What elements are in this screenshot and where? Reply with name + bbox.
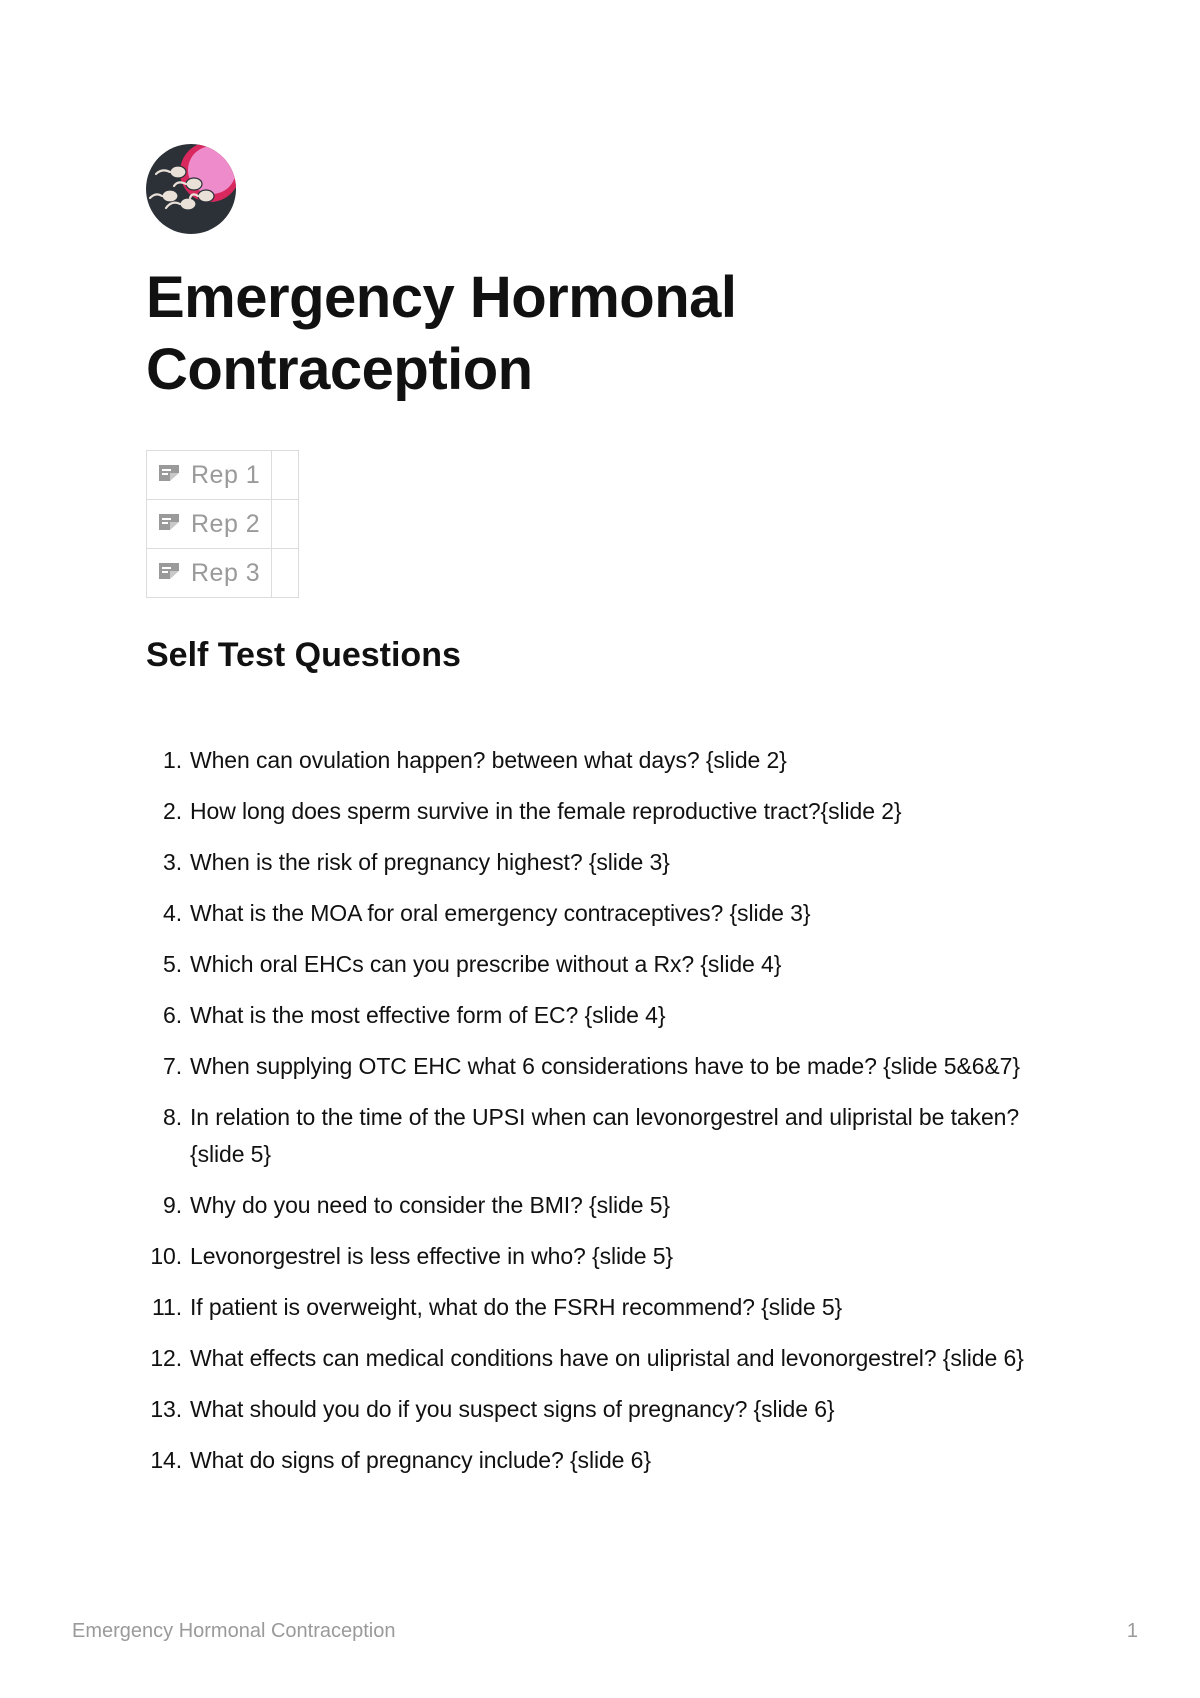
question-number: 12. bbox=[150, 1345, 182, 1371]
question-number: 6. bbox=[163, 1002, 182, 1028]
question-number: 4. bbox=[163, 900, 182, 926]
question-item bbox=[146, 1442, 1066, 1479]
question-number: 8. bbox=[163, 1104, 182, 1130]
question-item bbox=[146, 1391, 1066, 1428]
question-text: If patient is overweight, what do the FSRH recommend? {slide 5} bbox=[190, 1294, 843, 1320]
linked-page-cell[interactable] bbox=[147, 451, 272, 500]
question-number: 7. bbox=[163, 1053, 182, 1079]
question-item bbox=[146, 793, 1066, 830]
question-text: When supplying OTC EHC what 6 considerations have to be made? {slide 5&6&7} bbox=[190, 1053, 1020, 1079]
question-number: 1. bbox=[163, 747, 182, 773]
linked-page-cell[interactable] bbox=[147, 500, 272, 549]
linked-page-label[interactable]: Rep 3 bbox=[191, 558, 261, 587]
sperm-egg-icon bbox=[146, 144, 236, 234]
empty-cell bbox=[272, 451, 299, 500]
question-number: 13. bbox=[150, 1396, 182, 1422]
linked-page[interactable] bbox=[159, 559, 271, 588]
empty-cell bbox=[272, 500, 299, 549]
question-text: What is the MOA for oral emergency contraceptives? {slide 3} bbox=[190, 900, 811, 926]
question-text: Why do you need to consider the BMI? {slide 5} bbox=[190, 1192, 670, 1218]
question-text: When can ovulation happen? between what days? {slide 2} bbox=[190, 747, 787, 773]
linked-page-label[interactable]: Rep 1 bbox=[191, 460, 261, 489]
page-link-icon bbox=[159, 513, 179, 536]
question-text: Levonorgestrel is less effective in who? {slide 5} bbox=[190, 1243, 673, 1269]
question-text: How long does sperm survive in the female reproductive tract?{slide 2} bbox=[190, 798, 902, 824]
question-text: What should you do if you suspect signs of pregnancy? {slide 6} bbox=[190, 1396, 835, 1422]
page-title: Emergency Hormonal Contraception bbox=[146, 265, 737, 402]
linked-page[interactable] bbox=[159, 461, 271, 490]
question-text: When is the risk of pregnancy highest? {slide 3} bbox=[190, 849, 670, 875]
question-text: Which oral EHCs can you prescribe without a Rx? {slide 4} bbox=[190, 951, 782, 977]
question-list bbox=[146, 742, 1066, 1493]
question-item bbox=[146, 1048, 1066, 1085]
question-number: 10. bbox=[150, 1243, 182, 1269]
question-text: What is the most effective form of EC? {slide 4} bbox=[190, 1002, 666, 1028]
question-number: 2. bbox=[163, 798, 182, 824]
linked-page-row[interactable] bbox=[147, 549, 299, 598]
question-item bbox=[146, 1187, 1066, 1224]
linked-page-label[interactable]: Rep 2 bbox=[191, 509, 261, 538]
footer-page-number: 1 bbox=[1126, 1620, 1138, 1642]
section-heading: Self Test Questions bbox=[146, 636, 461, 674]
linked-pages-table bbox=[146, 450, 299, 598]
question-item bbox=[146, 844, 1066, 881]
page-link-icon bbox=[159, 464, 179, 487]
question-item bbox=[146, 1289, 1066, 1326]
linked-page-cell[interactable] bbox=[147, 549, 272, 598]
question-number: 3. bbox=[163, 849, 182, 875]
question-item bbox=[146, 1238, 1066, 1275]
linked-page-row[interactable] bbox=[147, 500, 299, 549]
question-text: What effects can medical conditions have on ulipristal and levonorgestrel? {slide 6} bbox=[190, 1345, 1024, 1371]
footer-title: Emergency Hormonal Contraception bbox=[72, 1620, 396, 1642]
question-text: In relation to the time of the UPSI when can levonorgestrel and ulipristal be taken? {slide 5} bbox=[190, 1104, 1020, 1167]
question-item bbox=[146, 1099, 1066, 1173]
question-number: 11. bbox=[152, 1294, 182, 1320]
linked-page-row[interactable] bbox=[147, 451, 299, 500]
question-number: 5. bbox=[163, 951, 182, 977]
question-item bbox=[146, 946, 1066, 983]
linked-page[interactable] bbox=[159, 510, 271, 539]
question-item bbox=[146, 1340, 1066, 1377]
question-item bbox=[146, 895, 1066, 932]
page-link-icon bbox=[159, 562, 179, 585]
question-item bbox=[146, 742, 1066, 779]
question-number: 9. bbox=[163, 1192, 182, 1218]
question-text: What do signs of pregnancy include? {slide 6} bbox=[190, 1447, 651, 1473]
question-item bbox=[146, 997, 1066, 1034]
question-number: 14. bbox=[150, 1447, 182, 1473]
empty-cell bbox=[272, 549, 299, 598]
